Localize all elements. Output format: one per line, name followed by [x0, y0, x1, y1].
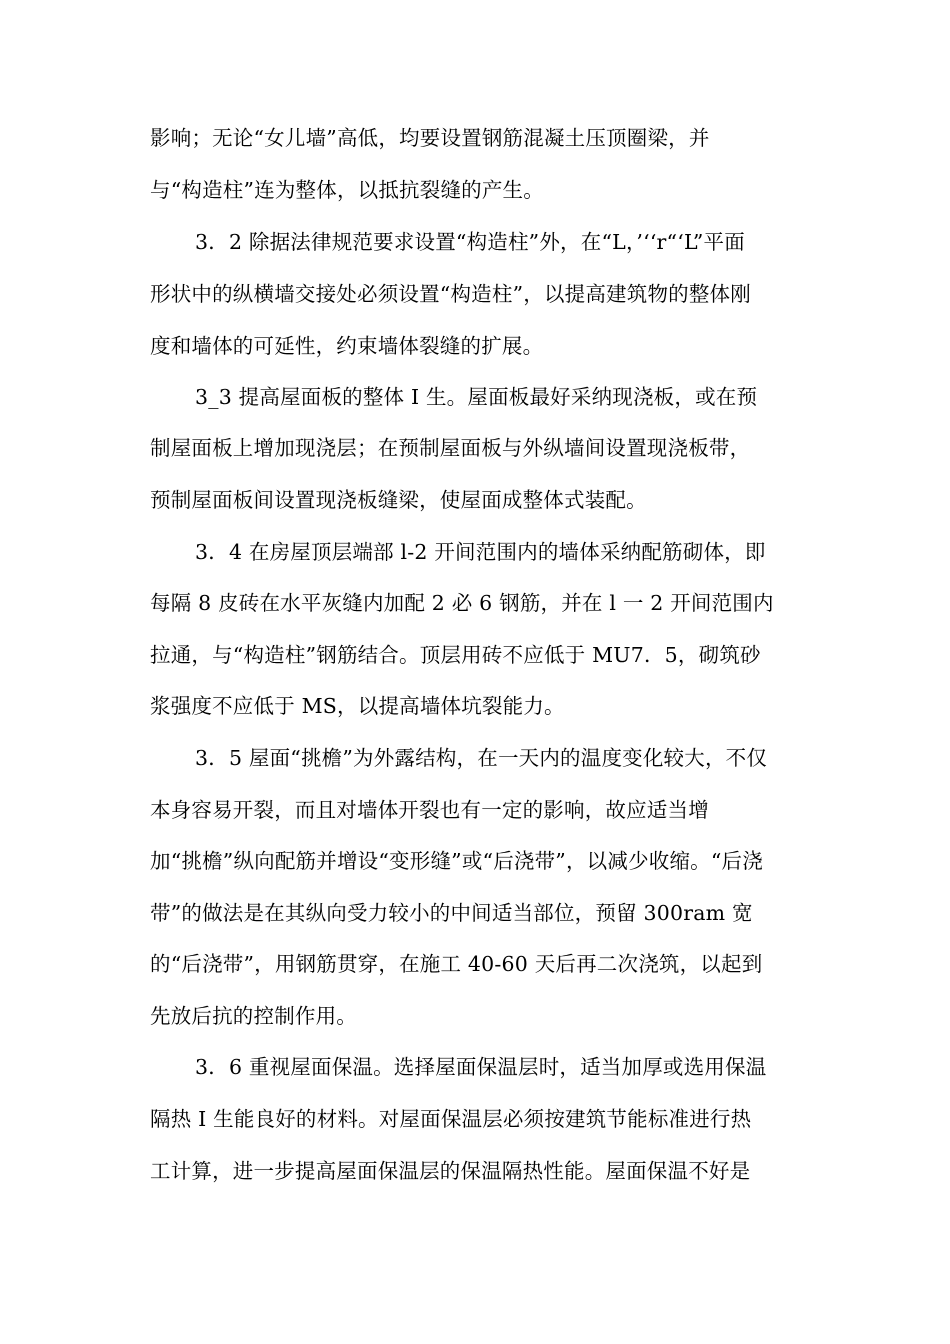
text-line: 制屋面板上增加现浇层；在预制屋面板与外纵墙间设置现浇板带，	[150, 436, 751, 460]
text-line: 带”的做法是在其纵向受力较小的中间适当部位，预留 300ram 宽	[150, 901, 753, 925]
text-line: 隔热 I 生能良好的材料。对屋面保温层必须按建筑节能标准进行热	[150, 1107, 752, 1131]
text-line: 浆强度不应低于 MS，以提高墙体坑裂能力。	[150, 694, 565, 718]
text-line: 影响；无论“女儿墙”高低，均要设置钢筋混凝土压顶圈梁，并	[150, 126, 710, 150]
text-line: 每隔 8 皮砖在水平灰缝内加配 2 必 6 钢筋，并在 l 一 2 开间范围内	[150, 591, 774, 615]
text-line: 3．2 除据法律规范要求设置“构造柱”外，在“L，’‘‘r“‘L”平面	[195, 230, 745, 254]
text-line: 预制屋面板间设置现浇板缝梁，使屋面成整体式装配。	[150, 488, 647, 512]
text-line: 度和墙体的可延性，约束墙体裂缝的扩展。	[150, 334, 544, 358]
text-line: 3．4 在房屋顶层端部 l-2 开间范围内的墙体采纳配筋砌体，即	[195, 540, 766, 564]
text-line: 的“后浇带”，用钢筋贯穿，在施工 40-60 天后再二次浇筑，以起到	[150, 952, 763, 976]
text-line: 本身容易开裂，而且对墙体开裂也有一定的影响，故应适当增	[150, 798, 709, 822]
text-line: 先放后抗的控制作用。	[150, 1004, 357, 1028]
text-line: 形状中的纵横墙交接处必须设置“构造柱”，以提高建筑物的整体刚	[150, 282, 751, 306]
text-line: 3．5 屋面“挑檐”为外露结构，在一天内的温度变化较大，不仅	[195, 746, 768, 770]
text-line: 与“构造柱”连为整体，以抵抗裂缝的产生。	[150, 178, 544, 202]
text-line: 3_3 提高屋面板的整体 I 生。屋面板最好采纳现浇板，或在预	[195, 385, 758, 409]
text-line: 工计算，进一步提高屋面保温层的保温隔热性能。屋面保温不好是	[150, 1159, 751, 1183]
text-line: 3．6 重视屋面保温。选择屋面保温层时，适当加厚或选用保温	[195, 1055, 767, 1079]
text-line: 拉通，与“构造柱”钢筋结合。顶层用砖不应低于 MU7．5，砌筑砂	[150, 643, 761, 667]
text-line: 加“挑檐”纵向配筋并增设“变形缝”或“后浇带”，以减少收缩。“后浇	[150, 849, 763, 873]
